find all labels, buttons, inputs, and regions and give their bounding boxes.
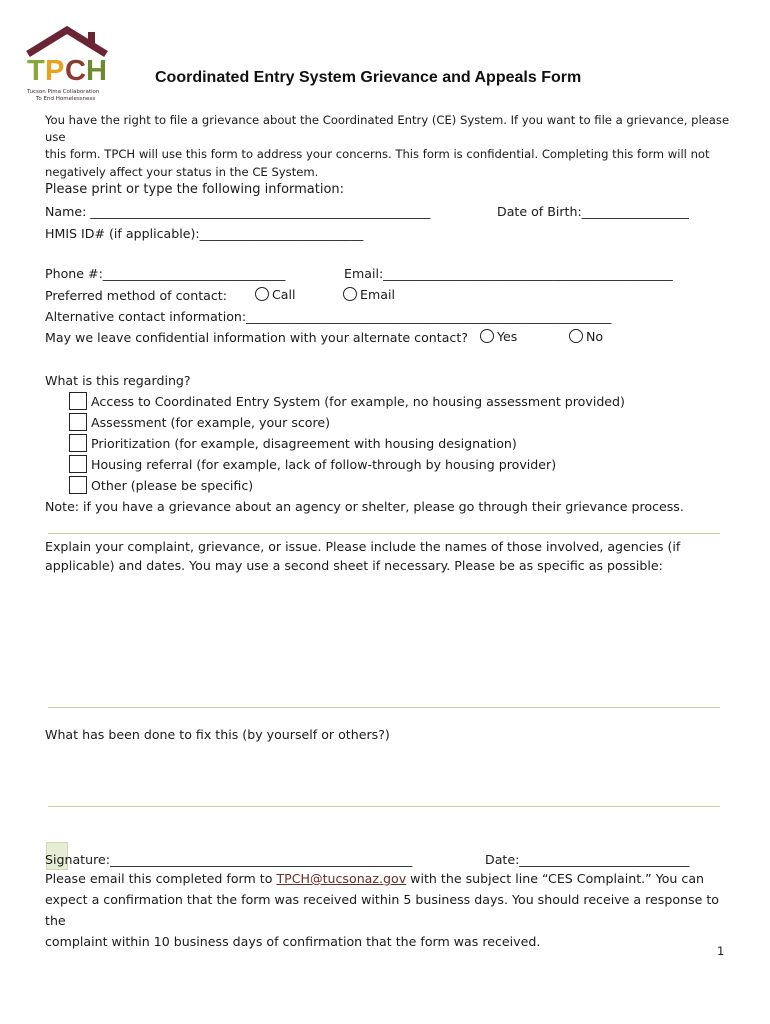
fixed-question: What has been done to fix this (by yourself or others?) [45,727,390,742]
option-prioritization-label: Prioritization (for example, disagreement with housing designation) [91,436,517,451]
explain-response-area[interactable] [45,580,720,700]
explain-line-2: applicable) and dates. You may use a second sheet if necessary. Please be as specific as possible: [45,557,663,573]
logo-letter-c: C [65,55,86,87]
hmis-id-field[interactable]: HMIS ID# (if applicable):__________________________ [45,226,364,241]
closing-line-3: complaint within 10 business days of confirmation that the form was received. [45,934,541,949]
logo-tagline-2: To End Homelessness [36,96,96,102]
option-housing-referral-label: Housing referral (for example, lack of follow-through by housing provider) [91,457,557,472]
dob-field[interactable]: Date of Birth:_________________ [497,204,689,219]
checkbox-housing-referral[interactable] [69,455,87,473]
phone-field[interactable]: Phone #:_____________________________ [45,266,286,281]
closing-line-2: expect a confirmation that the form was received within 5 business days. You should receive a response to the [45,892,720,928]
radio-call[interactable] [255,287,296,302]
radio-circle-icon[interactable] [343,287,357,301]
divider [48,533,720,534]
signature-date-field[interactable]: Date:___________________________ [485,852,690,867]
intro-paragraph [45,112,730,181]
signature-field[interactable]: Signature:________________________________________________ [45,852,413,867]
option-assessment-label: Assessment (for example, your score) [91,415,331,430]
logo-letter-h: H [86,55,107,87]
logo-letter-p: P [45,55,65,87]
radio-circle-icon[interactable] [480,329,494,343]
email-link[interactable]: TPCH@tucsonaz.gov [276,871,407,886]
intro-line-1: You have the right to file a grievance about the Coordinated Entry (CE) System. If you want to file a grievance, please use [45,113,730,145]
email-field[interactable]: Email:______________________________________________ [344,266,673,281]
radio-circle-icon[interactable] [569,329,583,343]
form-title: Coordinated Entry System Grievance and Appeals Form [155,69,582,86]
checkbox-access[interactable] [69,392,87,410]
agency-note: Note: if you have a grievance about an agency or shelter, please go through their grievance process. [45,499,684,514]
preferred-contact-label: Preferred method of contact: [45,288,227,303]
checkbox-other[interactable] [69,476,87,494]
option-other-label: Other (please be specific) [91,478,254,493]
radio-email[interactable] [343,287,395,302]
logo-tagline-1: Tucson Pima Collaboration [27,89,100,95]
explain-line-1: Explain your complaint, grievance, or issue. Please include the names of those involved, agencies (if [45,539,681,554]
closing-paragraph [45,868,730,952]
radio-call-label: Call [272,287,296,302]
checkbox-assessment[interactable] [69,413,87,431]
tpch-logo [24,26,110,104]
fixed-response-area[interactable] [45,748,720,798]
alt-contact-field[interactable]: Alternative contact information:__________________________________________________________ [45,309,612,324]
name-field[interactable]: Name: ______________________________________________________ [45,204,431,219]
checkbox-prioritization[interactable] [69,434,87,452]
info-heading: Please print or type the following information: [45,182,345,197]
page-number: 1 [717,944,725,958]
regarding-heading: What is this regarding? [45,373,191,388]
intro-line-3: negatively affect your status in the CE System. [45,164,319,179]
option-access-label: Access to Coordinated Entry System (for example, no housing assessment provided) [91,394,625,409]
divider [48,707,720,708]
intro-line-2: this form. TPCH will use this form to address your concerns. This form is confidential. Completing this form will not [45,147,710,162]
closing-line-1: Please email this completed form to TPCH@tucsonaz.gov with the subject line “CES Complaint.” You can [45,871,705,886]
radio-circle-icon[interactable] [255,287,269,301]
radio-no[interactable] [569,329,603,344]
radio-yes[interactable] [480,329,517,344]
divider [48,806,720,807]
radio-yes-label: Yes [497,329,518,344]
leave-info-question: May we leave confidential information with your alternate contact? [45,330,468,345]
explain-prompt [45,538,730,575]
radio-email-label: Email [360,287,395,302]
logo-letter-t: T [27,55,45,87]
house-roof-icon [24,26,110,88]
radio-no-label: No [586,329,604,344]
